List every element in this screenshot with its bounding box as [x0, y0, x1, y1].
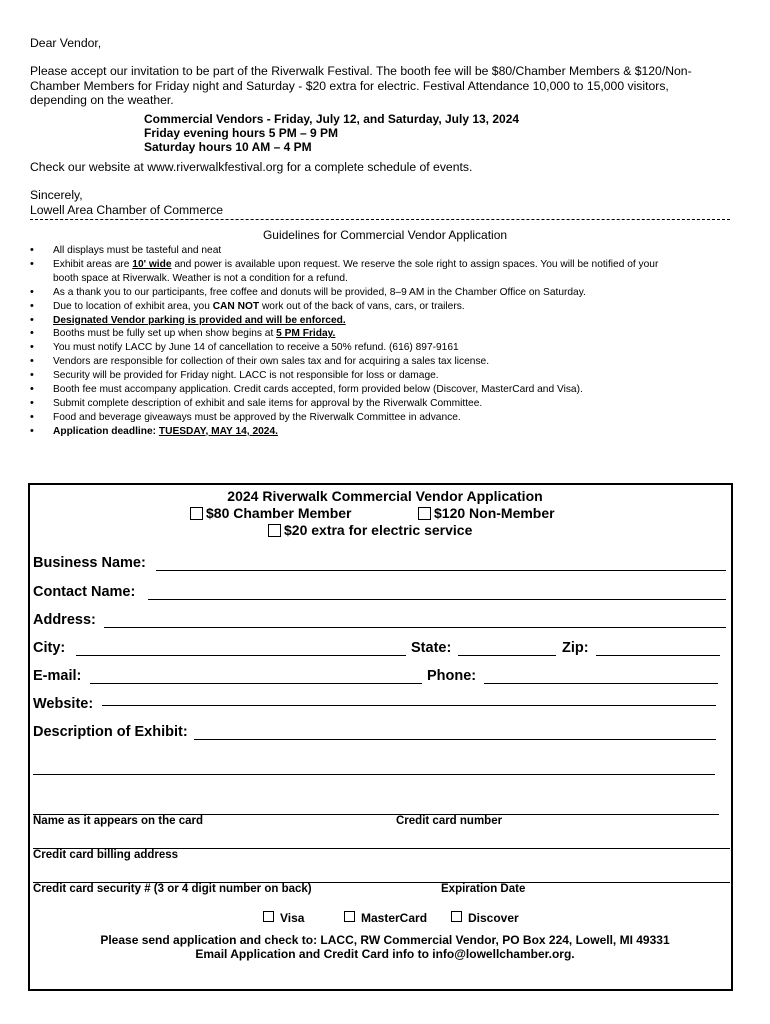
- business-name-field[interactable]: [156, 556, 726, 571]
- security-code-label: Credit card security # (3 or 4 digit number on back): [33, 883, 312, 895]
- list-item: • Booth fee must accompany application. Credit cards accepted, form provided below (Discover, MasterCard and Visa).: [30, 383, 740, 397]
- zip-field[interactable]: [596, 641, 720, 656]
- description-line-3[interactable]: [33, 800, 719, 815]
- checkbox-icon[interactable]: [190, 507, 203, 520]
- name-on-card-label: Name as it appears on the card: [33, 815, 204, 827]
- intro-line-1: Please accept our invitation to be part of the Riverwalk Festival. The booth fee will be $80/Chamber Members & $120/Non-: [30, 64, 692, 78]
- phone-label: Phone:: [427, 668, 477, 684]
- checkbox-icon[interactable]: [344, 911, 355, 922]
- discover-option[interactable]: Discover: [451, 911, 519, 925]
- guidelines-list: [30, 244, 740, 439]
- visa-option[interactable]: Visa: [263, 911, 304, 925]
- option-chamber-member[interactable]: $80 Chamber Member: [190, 505, 352, 521]
- list-item: • Booths must be fully set up when show begins at 5 PM Friday.: [30, 327, 740, 341]
- website-label: Website:: [33, 696, 94, 712]
- list-item: • Exhibit areas are 10' wide and power is available upon request. We reserve the sole right to assign spaces. You will be notified of your booth space at Riverwalk. Weather is not a condition for a refund.: [30, 258, 740, 286]
- form-title: 2024 Riverwalk Commercial Vendor Application: [227, 488, 543, 504]
- list-item: • As a thank you to our participants, free coffee and donuts will be provided, 8–9 AM in the Chamber Office on Saturday.: [30, 286, 740, 300]
- card-number-label: Credit card number: [396, 815, 503, 827]
- state-field[interactable]: [458, 641, 556, 656]
- friday-hours: Friday evening hours 5 PM – 9 PM: [144, 126, 339, 140]
- website-field[interactable]: [102, 697, 716, 706]
- expiration-date-label: Expiration Date: [441, 883, 526, 895]
- address-field[interactable]: [104, 613, 726, 628]
- list-item: • Security will be provided for Friday night. LACC is not responsible for loss or damage.: [30, 369, 740, 383]
- description-line-2[interactable]: [33, 760, 715, 775]
- mailing-instructions: Please send application and check to: LACC, RW Commercial Vendor, PO Box 224, Lowell, MI 49331: [100, 933, 670, 947]
- email-instructions: Email Application and Credit Card info to info@lowellchamber.org.: [195, 947, 575, 961]
- email-label: E-mail:: [33, 668, 82, 684]
- checkbox-icon[interactable]: [451, 911, 462, 922]
- billing-address-field[interactable]: [33, 834, 730, 849]
- guidelines-title: Guidelines for Commercial Vendor Application: [262, 228, 508, 242]
- list-item: • Designated Vendor parking is provided and will be enforced.: [30, 314, 740, 328]
- website-line: Check our website at www.riverwalkfestival.org for a complete schedule of events.: [30, 160, 473, 174]
- business-name-label: Business Name:: [33, 555, 146, 571]
- security-expiration-field[interactable]: [33, 868, 730, 883]
- state-label: State:: [411, 640, 452, 656]
- option-electric[interactable]: $20 extra for electric service: [268, 522, 472, 538]
- option-non-member[interactable]: $120 Non-Member: [418, 505, 555, 521]
- city-field[interactable]: [76, 641, 406, 656]
- list-item: • All displays must be tasteful and neat: [30, 244, 740, 258]
- list-item: • Food and beverage giveaways must be approved by the Riverwalk Committee in advance.: [30, 411, 740, 425]
- description-field[interactable]: [194, 725, 716, 740]
- greeting: Dear Vendor,: [30, 36, 102, 50]
- email-field[interactable]: [90, 669, 422, 684]
- checkbox-icon[interactable]: [418, 507, 431, 520]
- mastercard-option[interactable]: MasterCard: [344, 911, 427, 925]
- city-label: City:: [33, 640, 66, 656]
- contact-name-label: Contact Name:: [33, 584, 136, 600]
- list-item: • Submit complete description of exhibit and sale items for approval by the Riverwalk Committee.: [30, 397, 740, 411]
- closing: Sincerely,: [30, 188, 83, 202]
- intro-line-2: Chamber Members for Friday night and Saturday - $20 extra for electric. Festival Attendance 10,000 to 15,000 visitors,: [30, 78, 669, 93]
- intro-line-3: depending on the weather.: [30, 93, 174, 107]
- list-item: • Due to location of exhibit area, you CAN NOT work out of the back of vans, cars, or trailers.: [30, 300, 740, 314]
- description-label: Description of Exhibit:: [33, 724, 188, 740]
- address-label: Address:: [33, 612, 96, 628]
- event-dates: Commercial Vendors - Friday, July 12, and Saturday, July 13, 2024: [144, 112, 520, 126]
- list-item: • Application deadline: TUESDAY, MAY 14, 2024.: [30, 425, 740, 439]
- saturday-hours: Saturday hours 10 AM – 4 PM: [144, 140, 312, 154]
- divider: [30, 219, 730, 220]
- phone-field[interactable]: [484, 669, 718, 684]
- list-item: • You must notify LACC by June 14 of cancellation to receive a 50% refund. (616) 897-9161: [30, 341, 740, 355]
- list-item: • Vendors are responsible for collection of their own sales tax and for acquiring a sales tax license.: [30, 355, 740, 369]
- zip-label: Zip:: [562, 640, 589, 656]
- checkbox-icon[interactable]: [263, 911, 274, 922]
- billing-address-label: Credit card billing address: [33, 849, 179, 861]
- signature: Lowell Area Chamber of Commerce: [30, 203, 224, 217]
- contact-name-field[interactable]: [148, 585, 726, 600]
- checkbox-icon[interactable]: [268, 524, 281, 537]
